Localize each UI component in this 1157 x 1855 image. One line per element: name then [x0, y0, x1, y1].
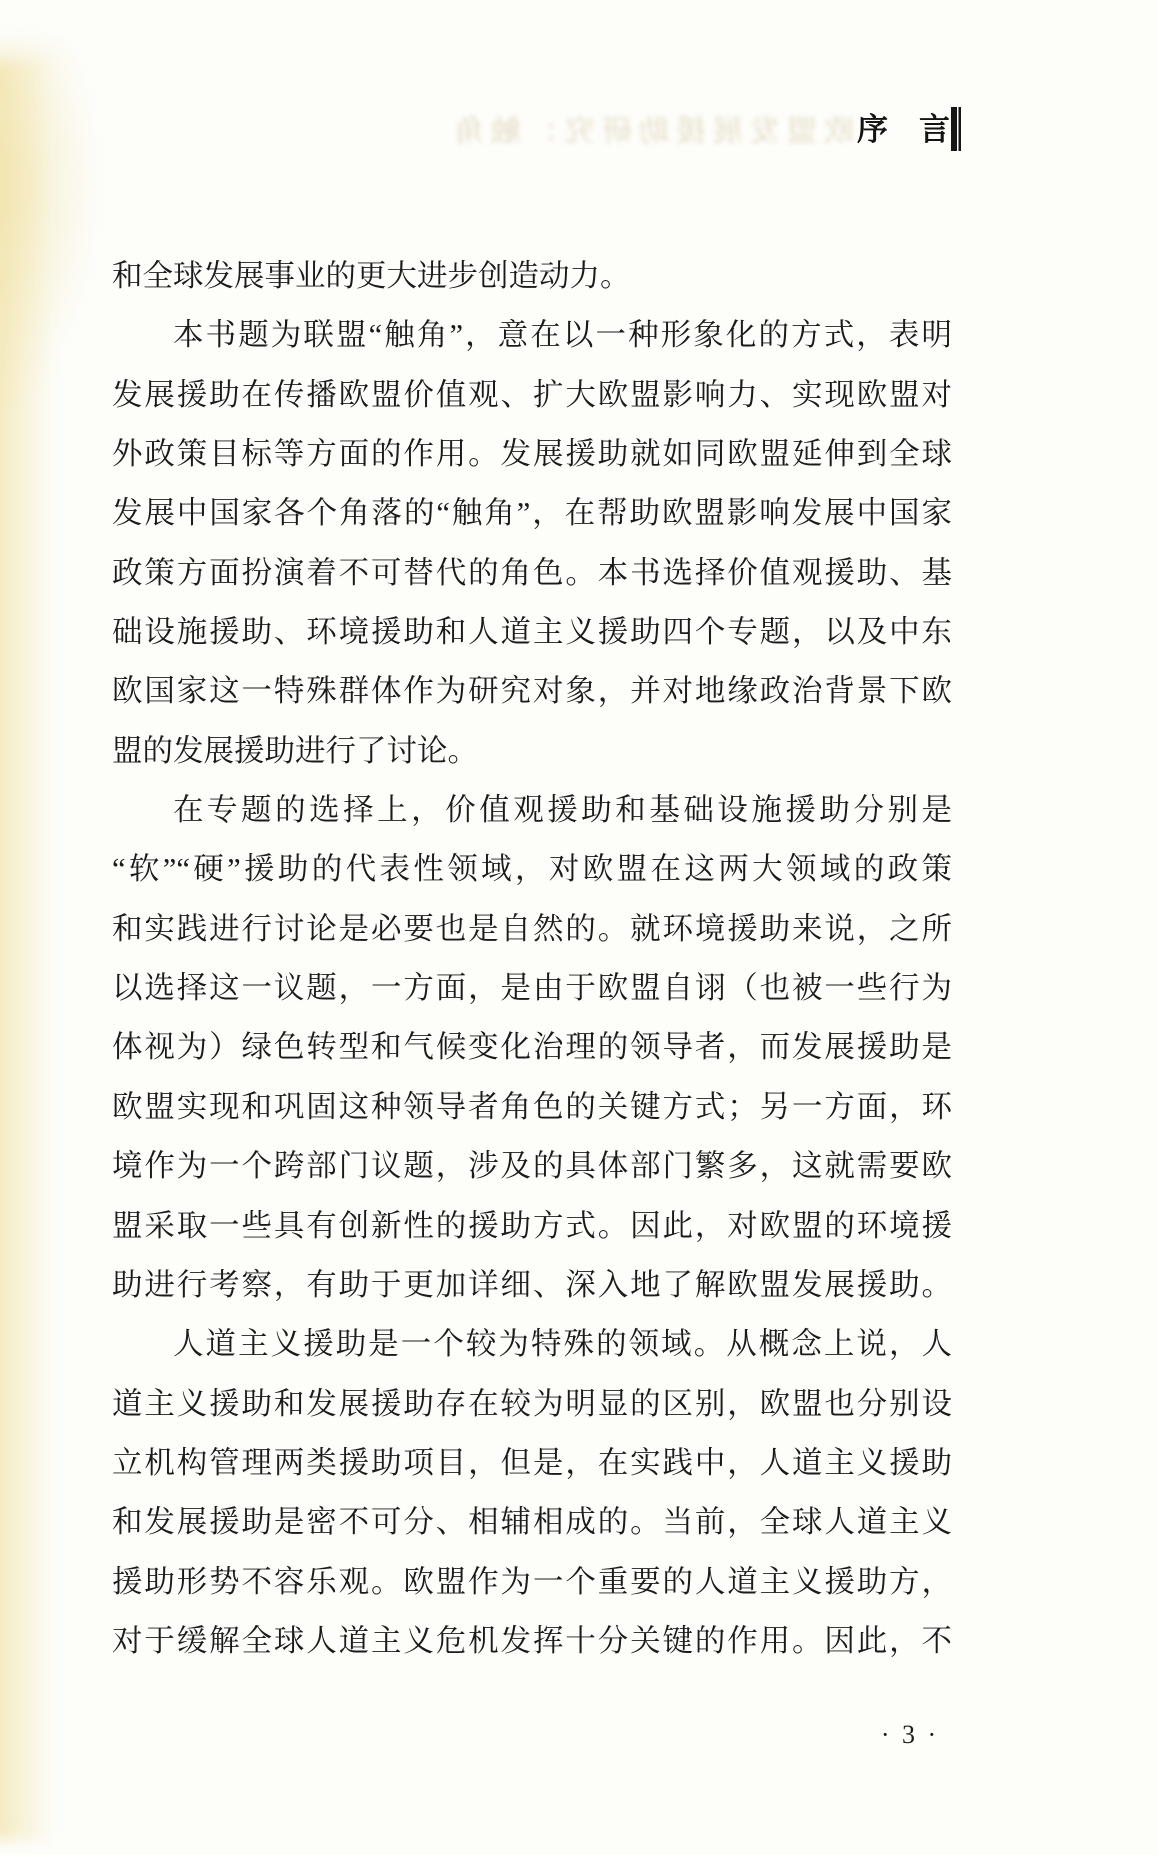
text-line: 和实践进行讨论是必要也是自然的。就环境援助来说，之所: [112, 911, 952, 946]
paragraph: [112, 1315, 952, 1671]
left-edge-scan-tint: [0, 60, 54, 1840]
text-line: 发展援助在传播欧盟价值观、扩大欧盟影响力、实现欧盟对: [112, 377, 952, 412]
paragraph: [112, 306, 952, 781]
text-line: 对于缓解全球人道主义危机发挥十分关键的作用。因此，不: [112, 1623, 952, 1658]
text-line: 欧国家这一特殊群体作为研究对象，并对地缘政治背景下欧: [112, 674, 952, 709]
text-line: 盟采取一些具有创新性的援助方式。因此，对欧盟的环境援: [112, 1208, 952, 1243]
paragraph: [112, 247, 952, 306]
paragraph: [112, 781, 952, 1315]
text-line: 本书题为联盟“触角”，意在以一种形象化的方式，表明: [173, 318, 952, 353]
text-line: 发展中国家各个角落的“触角”，在帮助欧盟影响发展中国家: [112, 496, 952, 531]
text-line: 援助形势不容乐观。欧盟作为一个重要的人道主义援助方，: [112, 1564, 952, 1599]
text-line: 道主义援助和发展援助存在较为明显的区别，欧盟也分别设: [112, 1386, 952, 1421]
text-line: 以选择这一议题，一方面，是由于欧盟自诩（也被一些行为: [112, 971, 952, 1006]
text-line: 础设施援助、环境援助和人道主义援助四个专题，以及中东: [112, 615, 952, 650]
page-title: 序 言: [857, 112, 950, 147]
text-line: 和全球发展事业的更大进步创造动力。: [112, 259, 631, 293]
body-text: [112, 247, 952, 1671]
text-line: 和发展援助是密不可分、相辅相成的。当前，全球人道主义: [112, 1505, 952, 1540]
text-line: 盟的发展援助进行了讨论。: [112, 733, 478, 768]
text-line: 欧盟实现和巩固这种领导者角色的关键方式；另一方面，环: [112, 1089, 952, 1124]
text-line: 立机构管理两类援助项目，但是，在实践中，人道主义援助: [112, 1445, 952, 1480]
text-line: 境作为一个跨部门议题，涉及的具体部门繁多，这就需要欧: [112, 1149, 952, 1184]
text-line: 助进行考察，有助于更加详细、深入地了解欧盟发展援助。: [112, 1267, 952, 1302]
text-line: 体视为）绿色转型和气候变化治理的领导者，而发展援助是: [112, 1030, 952, 1065]
corner-scan-tint: [0, 40, 100, 400]
page-header: [0, 106, 1157, 154]
text-line: 人道主义援助是一个较为特殊的领域。从概念上说，人: [173, 1327, 952, 1362]
text-line: 在专题的选择上，价值观援助和基础设施援助分别是: [173, 793, 952, 828]
text-line: 外政策目标等方面的作用。发展援助就如同欧盟延伸到全球: [112, 437, 952, 472]
page-number: · 3 ·: [880, 1720, 940, 1749]
double-vertical-bar-icon: [951, 107, 961, 151]
text-line: “软”“硬”援助的代表性领域，对欧盟在这两大领域的政策: [112, 852, 952, 887]
text-line: 政策方面扮演着不可替代的角色。本书选择价值观援助、基: [112, 555, 952, 590]
bleed-through-ghost-text: 欧盟发展援助研究：触角: [447, 115, 854, 148]
